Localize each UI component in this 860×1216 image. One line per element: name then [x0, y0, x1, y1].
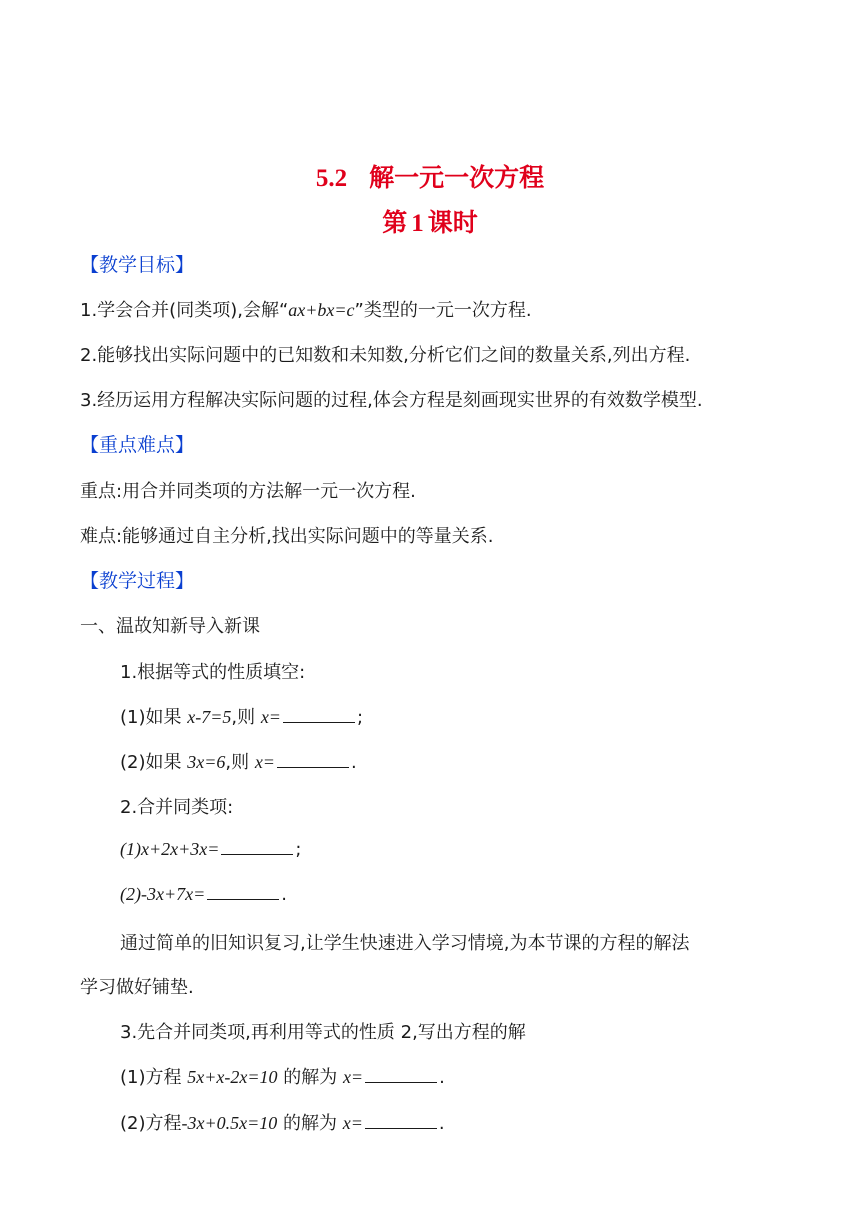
q1-1-text: (1)如果: [120, 707, 188, 728]
q3-2-text-b: 的解为: [277, 1113, 343, 1134]
q3-1-text: (1)方程: [120, 1067, 188, 1088]
q1-2-end: .: [350, 752, 357, 773]
objective-1-expression: ax+bx=c: [288, 300, 355, 320]
section-title: [0, 158, 860, 194]
answer-blank[interactable]: [283, 706, 355, 723]
part-1-title: 一、温故知新导入新课: [80, 616, 260, 637]
subtitle-prefix: 第: [382, 208, 408, 237]
q1-2-expression: 3x=6: [187, 752, 226, 772]
q2-1-expression: (1)x+2x+3x=: [120, 839, 220, 859]
question-3-2: [120, 1109, 445, 1135]
q3-1-expression: 5x+x-2x=10: [187, 1067, 278, 1087]
q1-1-end: ;: [356, 707, 364, 728]
q3-2-text: (2)方程: [120, 1113, 182, 1134]
objective-item-1: [80, 296, 532, 322]
question-2-2: [120, 883, 287, 905]
section-number: 5.2: [315, 165, 348, 192]
subtitle-number: 1: [411, 210, 424, 237]
answer-blank[interactable]: [277, 751, 349, 768]
focus-point: 重点:用合并同类项的方法解一元一次方程.: [80, 481, 416, 502]
note-line-2: 学习做好铺垫.: [80, 977, 194, 998]
q2-1-end: ;: [295, 839, 302, 860]
answer-blank[interactable]: [207, 883, 279, 900]
lesson-subtitle: [0, 203, 860, 239]
objective-1-text-b: ”类型的一元一次方程.: [354, 300, 532, 321]
objective-item-2: 2.能够找出实际问题中的已知数和未知数,分析它们之间的数量关系,列出方程.: [80, 345, 691, 366]
q2-2-expression: (2)-3x+7x=: [120, 884, 206, 904]
q1-1-variable: x=: [260, 707, 281, 727]
q3-2-variable: x=: [342, 1113, 363, 1133]
process-heading: 【教学过程】: [80, 570, 195, 592]
q3-1-end: .: [439, 1067, 445, 1088]
q3-1-text-b: 的解为: [277, 1067, 343, 1088]
question-1-2: [120, 748, 357, 774]
question-3-1: [120, 1063, 445, 1089]
q1-2-text-b: ,则: [225, 752, 255, 773]
key-points-heading: 【重点难点】: [80, 434, 195, 456]
subtitle-suffix: 课时: [427, 208, 478, 237]
objective-item-3: 3.经历运用方程解决实际问题的过程,体会方程是刻画现实世界的有效数学模型.: [80, 390, 703, 411]
q3-2-end: .: [438, 1113, 445, 1134]
q3-2-expression: -3x+0.5x=10: [181, 1113, 278, 1133]
question-1-1: [120, 703, 363, 729]
question-2-title: 2.合并同类项:: [120, 797, 234, 818]
q3-1-variable: x=: [342, 1067, 364, 1087]
question-2-1: [120, 838, 301, 860]
answer-blank[interactable]: [365, 1112, 437, 1129]
answer-blank[interactable]: [365, 1066, 437, 1083]
q1-2-text: (2)如果: [120, 752, 188, 773]
q1-2-variable: x=: [254, 752, 275, 772]
question-3-title: 3.先合并同类项,再利用等式的性质 2,写出方程的解: [120, 1022, 526, 1043]
objectives-heading: 【教学目标】: [80, 254, 195, 276]
answer-blank[interactable]: [221, 838, 293, 855]
q1-1-text-b: ,则: [231, 707, 261, 728]
question-1-title: 1.根据等式的性质填空:: [120, 662, 306, 683]
q2-2-end: .: [281, 884, 287, 905]
objective-1-text-a: 1.学会合并(同类项),会解“: [80, 300, 289, 321]
q1-1-expression: x-7=5: [187, 707, 232, 727]
difficulty-point: 难点:能够通过自主分析,找出实际问题中的等量关系.: [80, 526, 494, 547]
note-line-1: 通过简单的旧知识复习,让学生快速进入学习情境,为本节课的方程的解法: [120, 933, 690, 954]
section-title-text: 解一元一次方程: [369, 163, 545, 192]
